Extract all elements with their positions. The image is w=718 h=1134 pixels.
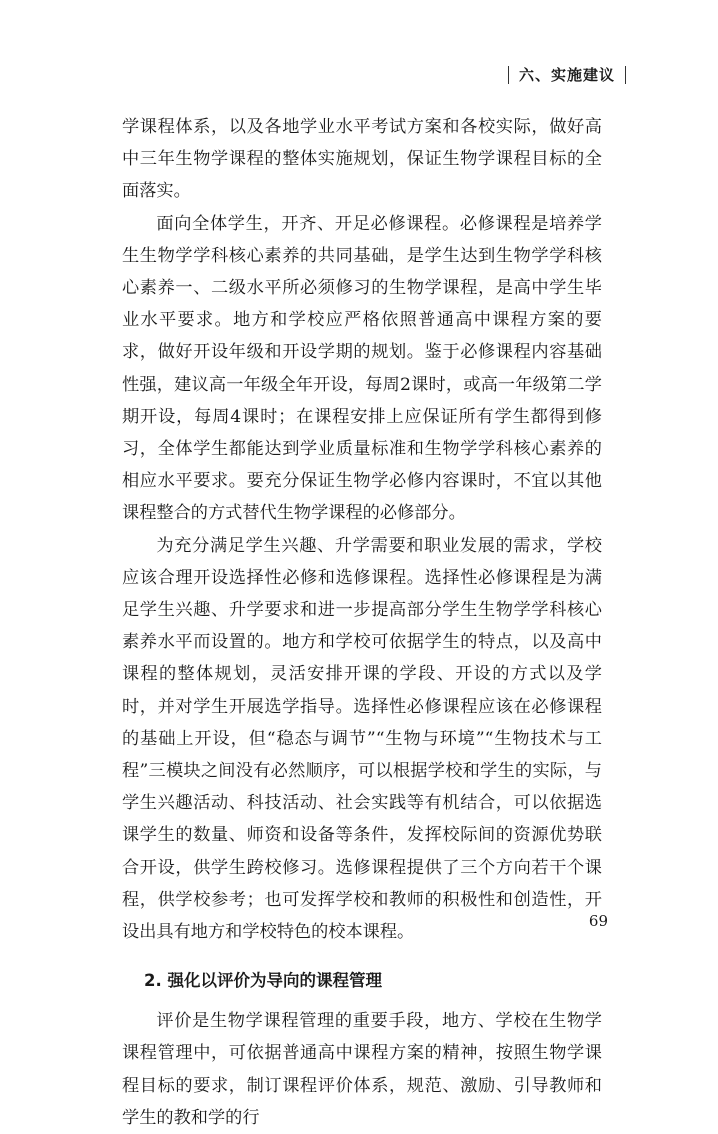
paragraph-continued: 学课程体系，以及各地学业水平考试方案和各校实际，做好高中三年生物学课程的整体实施规划，保证生物学课程目标的全面落实。	[122, 117, 602, 202]
header-divider-left	[508, 66, 509, 84]
paragraph-elective-courses: 为充分满足学生兴趣、升学需要和职业发展的需求，学校应该合理开设选择性必修和选修课程。选择性必修课程是为满足学生兴趣、升学要求和进一步提高部分学生生物学学科核心素养水平而设置的。地方和学校可依据学生的特点，以及高中课程的整体规划，灵活安排开课的学段、开设的方式以及学时，并对学生开展选学指导。选择性必修课程应该在必修课程的基础上开设，但“稳态与调节”“生物与环境”“生物技术与工程”三模块之间没有必然顺序，可以根据学校和学生的实际，与学生兴趣活动、科技活动、社会实践等有机结合，可以依据选课学生的数量、师资和设备等条件，发挥校际间的资源优势联合开设，供学生跨校修习。选修课程提供了三个方向若干个课程，供学校参考；也可发挥学校和教师的积极性和创造性，开设出具有地方和学校特色的校本课程。	[122, 535, 602, 943]
body-text	[122, 111, 602, 1134]
page-number: 69	[588, 912, 608, 930]
paragraph-compulsory-courses: 面向全体学生，开齐、开足必修课程。必修课程是培养学生生物学学科核心素养的共同基础，是学生达到生物学学科核心素养一、二级水平所必须修习的生物学课程，是高中学生毕业水平要求。地方和学校应严格依照普通高中课程方案的要求，做好开设年级和开设学期的规划。鉴于必修课程内容基础性强，建议高一年级全年开设，每周2课时，或高一年级第二学期开设，每周4课时；在课程安排上应保证所有学生都得到修习，全体学生都能达到学业质量标准和生物学学科核心素养的相应水平要求。要充分保证生物学必修内容课时，不宜以其他课程整合的方式替代生物学课程的必修部分。	[122, 213, 602, 524]
running-header	[508, 64, 626, 85]
paragraph-evaluation: 评价是生物学课程管理的重要手段，地方、学校在生物学课程管理中，可依据普通高中课程方案的精神，按照生物学课程目标的要求，制订课程评价体系，规范、激励、引导教师和学生的教和学的行	[122, 1011, 602, 1128]
header-divider-right	[625, 66, 626, 84]
section-heading: 2. 强化以评价为导向的课程管理	[144, 971, 382, 991]
header-section-title: 六、实施建议	[518, 66, 615, 84]
